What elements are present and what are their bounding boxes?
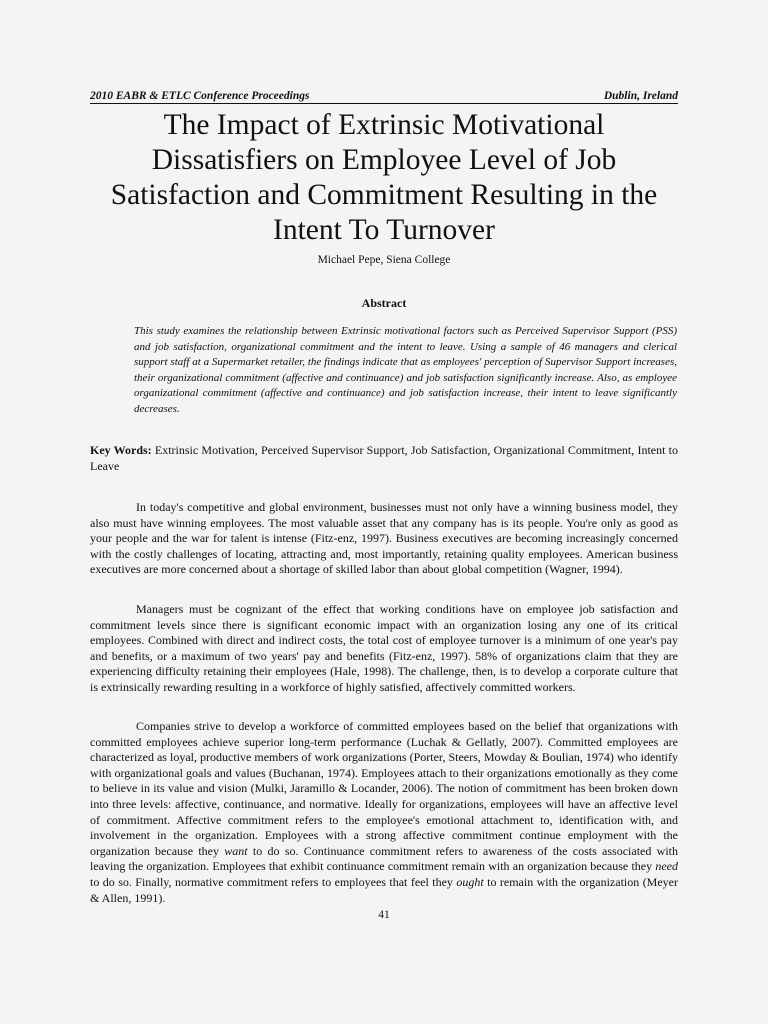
- p3-emphasis-want: want: [224, 843, 248, 858]
- abstract-text: This study examines the relationship between Extrinsic motivational factors such as Perceived Supervisor Support (PSS) and job satisfaction, organizational commitment and the intent to leave. Using a sample of 46 managers and clerical support staff at a Supermarket retailer, the findings indicate that as employees' perception of Supervisor Support increases, their organizational commitment (affective and continuance) and job satisfaction significantly increase. Also, as employee organizational commitment (affective and continuance) and job satisfaction increase, their intent to leave significantly decreases.: [134, 325, 677, 415]
- author-line: Michael Pepe, Siena College: [317, 254, 451, 266]
- p3-segment-a: Companies strive to develop a workforce of committed employees based on the belief that organizations with committed employees achieve superior long-term performance (Luchak & Gellatly, 2007). Committed employees are characterized as loyal, productive members of work organizations (Porter, Steers, Mowday & Boulian, 1974) who identify with organizational goals and values (Buchanan, 1974). Employees attach to their organizations emotionally as they come to believe in its value and vision (Mulki, Jaramillo & Locander, 2006). The notion of commitment has been broken down into three levels: affective, continuance, and normative. Ideally for organizations, employees will have an affective level of commitment. Affective commitment refers to the employee's emotional attachment to, identification with, and involvement in the organization. Employees with a strong affective commitment continue employment with the organization because they: [90, 719, 678, 858]
- p3-segment-d: to remain with the organization (Meyer & Allen, 1991).: [90, 874, 679, 905]
- keywords-label: Key Words:: [90, 443, 152, 457]
- page-number: 41: [378, 909, 390, 921]
- body-paragraph-3: [90, 719, 678, 906]
- p3-segment-b: to do so. Continuance commitment refers to awareness of the costs associated with leaving the organization. Employees that exhibit continuance commitment remain with an organization because they: [90, 843, 678, 874]
- p3-emphasis-need: need: [655, 859, 678, 874]
- body-paragraph-1: In today's competitive and global environment, businesses must not only have a winning business model, they also must have winning employees. The most valuable asset that any company has is its people. You're only as good as your people and the war for talent is intense (Fitz-enz, 1997). Business executives are becoming increasingly concerned with the costly challenges of locating, attracting and, most importantly, retaining quality employees. American business executives are more concerned about a shortage of skilled labor than about global competition (Wagner, 1994).: [90, 500, 678, 577]
- header-location: Dublin, Ireland: [603, 90, 678, 102]
- body-paragraph-2: Managers must be cognizant of the effect that working conditions have on employee job satisfaction and commitment levels since there is significant economic impact with an organization losing any one of its critical employees. Combined with direct and indirect costs, the total cost of employee turnover is a minimum of one year's pay and benefits, or a maximum of two years' pay and benefits (Fitz-enz, 1997). 58% of organizations claim that they are experiencing difficulty retaining their employees (Hale, 1998). The challenge, then, is to develop a corporate culture that is extrinsically rewarding resulting in a workforce of highly satisfied, affectively committed workers.: [90, 602, 678, 694]
- keywords-text: Extrinsic Motivation, Perceived Supervisor Support, Job Satisfaction, Organizational Commitment, Intent to Leave: [90, 443, 678, 473]
- paper-title: The Impact of Extrinsic Motivational Dissatisfiers on Employee Level of Job Satisfaction and Commitment Resulting in the Intent To Turnover: [110, 109, 658, 246]
- p3-emphasis-ought: ought: [456, 874, 484, 889]
- keywords: [90, 443, 678, 474]
- p3-segment-c: to do so. Finally, normative commitment refers to employees that feel they: [90, 874, 457, 889]
- running-header: [90, 90, 678, 104]
- abstract-heading: Abstract: [361, 296, 407, 310]
- header-conference: 2010 EABR & ETLC Conference Proceedings: [90, 90, 310, 102]
